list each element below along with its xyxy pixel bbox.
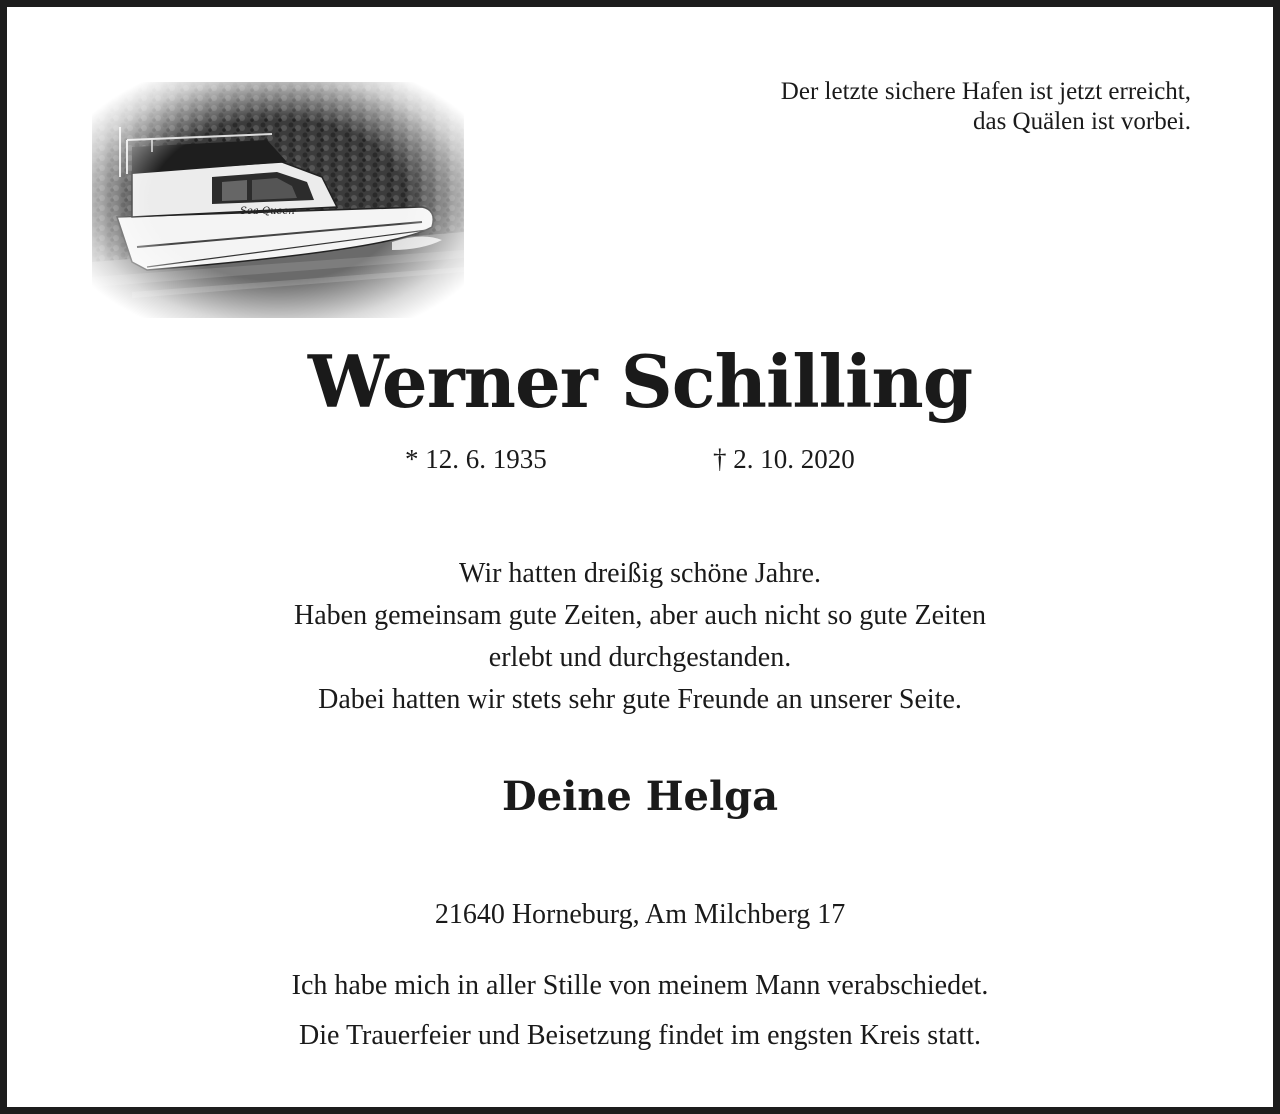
boat-photo <box>92 82 464 318</box>
closing-note <box>7 961 1273 1061</box>
birth-date: * 12. 6. 1935 <box>405 444 547 474</box>
life-dates <box>7 440 1273 480</box>
motor-yacht-icon <box>92 82 464 318</box>
signature: Deine Helga <box>501 773 779 820</box>
address: 21640 Horneburg, Am Milchberg 17 <box>434 899 846 930</box>
death-date: † 2. 10. 2020 <box>713 444 855 474</box>
closing-line-1: Ich habe mich in aller Stille von meinem Mann verabschiedet. <box>291 970 989 1001</box>
closing-line-2: Die Trauerfeier und Beisetzung findet im engsten Kreis statt. <box>299 1020 981 1051</box>
message-line: erlebt und durchgestanden. <box>488 642 792 673</box>
deceased-name: Werner Schilling <box>307 339 973 424</box>
memorial-message <box>7 553 1273 721</box>
verse <box>571 77 1191 137</box>
message-line: Haben gemeinsam gute Zeiten, aber auch nicht so gute Zeiten <box>294 600 986 631</box>
message-line: Dabei hatten wir stets sehr gute Freunde an unserer Seite. <box>318 684 962 715</box>
verse-line-1: Der letzte sichere Hafen ist jetzt erreicht, <box>780 78 1191 105</box>
verse-line-2: das Quälen ist vorbei. <box>972 108 1191 135</box>
message-line: Wir hatten dreißig schöne Jahre. <box>459 558 821 589</box>
